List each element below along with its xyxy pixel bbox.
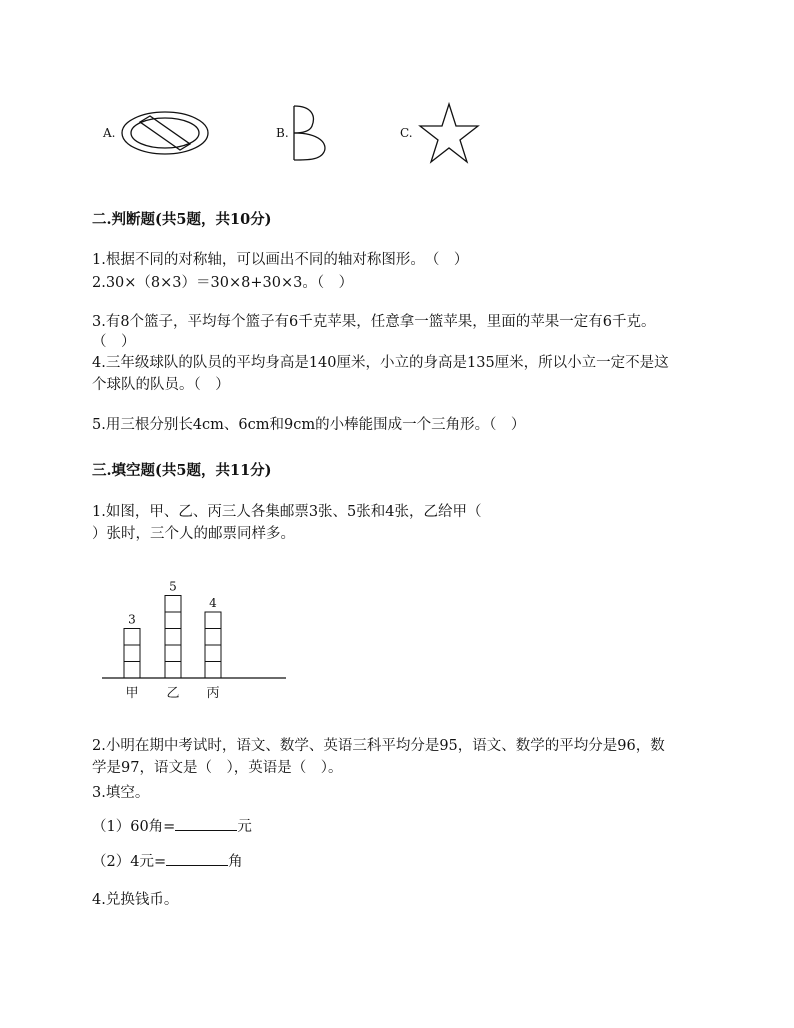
stamp-square-甲 [124, 645, 140, 662]
section-3-question-2-line-1: 2.小明在期中考试时，语文、数学、英语三科平均分是95，语文、数学的平均分是96，数 [92, 738, 665, 754]
section-3-question-2-line-2: 学是97，语文是（ ），英语是（ ）。 [92, 760, 343, 776]
letter-b-shape [290, 104, 330, 162]
stamp-chart [100, 575, 290, 705]
answer-blank-1[interactable] [175, 816, 237, 831]
stamp-square-乙 [165, 629, 181, 646]
stamp-square-乙 [165, 645, 181, 662]
section-3-title: 三.填空题(共5题，共11分) [92, 462, 272, 479]
star-icon [418, 102, 480, 164]
sub-1-suffix: 元 [237, 819, 252, 835]
section-3-question-1-line-1: 1.如图，甲、乙、丙三人各集邮票3张、5张和4张，乙给甲（ [92, 504, 482, 520]
section-2-question-4-line-1: 4.三年级球队的队员的平均身高是140厘米，小立的身高是135厘米，所以小立一定不是这 [92, 355, 669, 371]
stamp-square-丙 [205, 629, 221, 646]
category-label: 乙 [166, 686, 180, 701]
section-3-question-3-sub-2 [92, 851, 243, 872]
sub-2-prefix: （2）4元= [92, 854, 167, 870]
stamp-square-甲 [124, 629, 140, 646]
stamp-square-甲 [124, 662, 140, 679]
sub-1-prefix: （1）60角= [92, 819, 176, 835]
stamp-square-丙 [205, 645, 221, 662]
stamp-square-乙 [165, 662, 181, 679]
section-2-title: 二.判断题(共5题，共10分) [92, 211, 272, 228]
category-label: 丙 [206, 686, 220, 701]
section-2-question-1: 1.根据不同的对称轴，可以画出不同的轴对称图形。 （ ） [92, 252, 469, 268]
bar-value-label: 3 [128, 612, 136, 627]
stamp-square-乙 [165, 612, 181, 629]
section-2-question-4-line-2: 个球队的队员。（ ） [92, 377, 230, 393]
option-b-label: B. [276, 126, 289, 140]
section-2-question-5: 5.用三根分别长4cm、6cm和9cm的小棒能围成一个三角形。（ ） [92, 417, 526, 433]
section-3-question-1-line-2: ）张时，三个人的邮票同样多。 [92, 526, 295, 542]
answer-blank-2[interactable] [166, 851, 228, 866]
stamp-square-乙 [165, 596, 181, 613]
section-2-question-3-line-1: 3.有8个篮子，平均每个篮子有6千克苹果，任意拿一篮苹果，里面的苹果一定有6千克。 [92, 314, 656, 330]
no-entry-sign-icon [120, 110, 210, 156]
stamp-square-丙 [205, 662, 221, 679]
option-c-label: C. [400, 126, 413, 140]
section-2-question-3-line-2: （ ） [92, 334, 136, 350]
sub-2-suffix: 角 [228, 854, 243, 870]
bar-value-label: 4 [209, 596, 217, 610]
section-3-question-3-sub-1 [92, 816, 252, 837]
section-3-question-4: 4.兑换钱币。 [92, 892, 179, 908]
bar-value-label: 5 [169, 579, 177, 594]
section-2-question-2: 2.30×（8×3）＝30×8+30×3。（ ） [92, 275, 354, 291]
category-label: 甲 [125, 686, 139, 701]
section-3-question-3: 3.填空。 [92, 785, 150, 801]
stamp-square-丙 [205, 612, 221, 629]
option-a-label: A. [103, 126, 116, 140]
